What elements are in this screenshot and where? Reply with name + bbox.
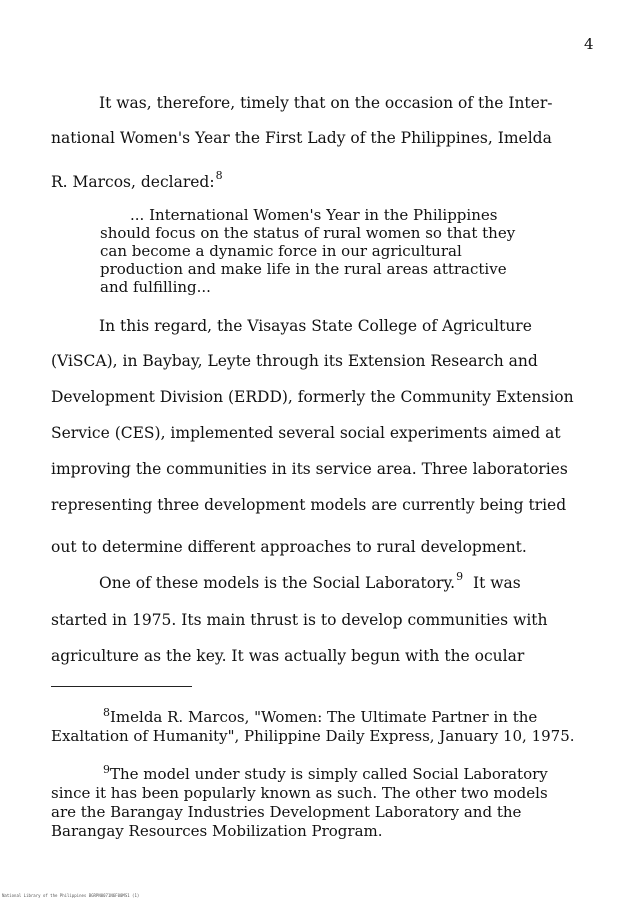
footnote-ref-9: 9 bbox=[456, 570, 464, 583]
footnote-8 bbox=[103, 708, 537, 728]
body-line: started in 1975. Its main thrust is to develop communities with bbox=[51, 611, 548, 629]
footnote-text: The model under study is simply called Social Laboratory bbox=[110, 765, 548, 783]
quote-line: production and make life in the rural areas attractive bbox=[100, 260, 507, 278]
body-line-text: It was bbox=[472, 574, 521, 592]
body-line-text: R. Marcos, declared: bbox=[51, 173, 215, 191]
body-line: Service (CES), implemented several social experiments aimed at bbox=[51, 424, 561, 442]
body-line: representing three development models are currently being tried bbox=[51, 496, 567, 514]
body-line: In this regard, the Visayas State College of Agriculture bbox=[99, 317, 532, 335]
footnote-text: Imelda R. Marcos, "Women: The Ultimate Partner in the bbox=[110, 708, 538, 726]
body-line-text: One of these models is the Social Laboratory. bbox=[99, 574, 456, 592]
footnote-marker: 8 bbox=[103, 706, 110, 719]
body-line-with-footnote bbox=[99, 570, 521, 595]
body-line: Development Division (ERDD), formerly the Community Extension bbox=[51, 388, 574, 406]
body-line: agriculture as the key. It was actually begun with the ocular bbox=[51, 647, 525, 665]
footnote-marker: 9 bbox=[103, 763, 110, 776]
quote-line: ... International Women's Year in the Philippines bbox=[130, 206, 498, 224]
body-line: national Women's Year the First Lady of the Philippines, Imelda bbox=[51, 129, 552, 147]
footnote-line: Barangay Resources Mobilization Program. bbox=[51, 822, 383, 840]
footnote-ref-8: 8 bbox=[215, 169, 223, 182]
body-line: (ViSCA), in Baybay, Leyte through its Extension Research and bbox=[51, 352, 538, 370]
footnote-line: are the Barangay Industries Development Laboratory and the bbox=[51, 803, 522, 821]
quote-line: should focus on the status of rural women so that they bbox=[100, 224, 516, 242]
body-line: improving the communities in its service area. Three laboratories bbox=[51, 460, 568, 478]
body-line-with-footnote bbox=[51, 169, 223, 194]
body-line: out to determine different approaches to rural development. bbox=[51, 538, 527, 556]
scan-footer: National Library of the Philippines BGRPN0071N6F00MS1 (1) bbox=[2, 893, 140, 898]
quote-line: and fulfilling... bbox=[100, 278, 211, 296]
quote-line: can become a dynamic force in our agricultural bbox=[100, 242, 462, 260]
body-line: It was, therefore, timely that on the occasion of the Inter- bbox=[99, 94, 553, 112]
footnote-line: since it has been popularly known as such. The other two models bbox=[51, 784, 548, 802]
footnote-separator bbox=[51, 686, 192, 687]
page-number: 4 bbox=[584, 35, 594, 53]
footnote-9 bbox=[103, 765, 548, 785]
footnote-line: Exaltation of Humanity", Philippine Daily Express, January 10, 1975. bbox=[51, 727, 575, 745]
